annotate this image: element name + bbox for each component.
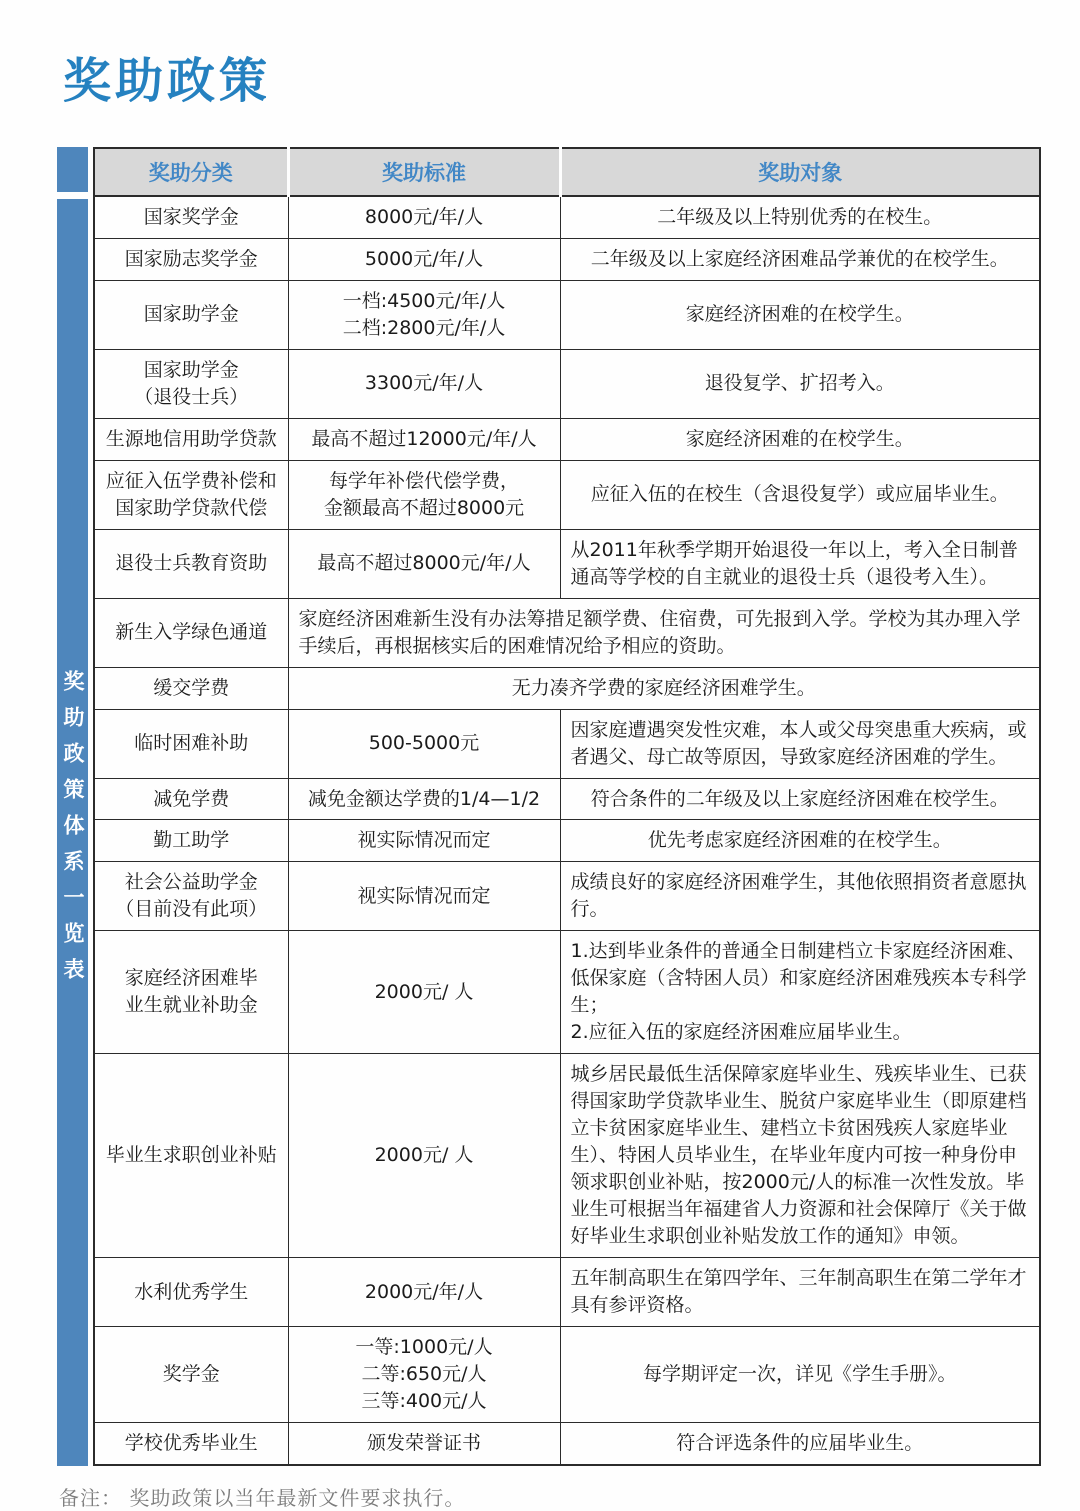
cell-line: 社会公益助学金 xyxy=(124,871,258,894)
cell-line: （退役士兵） xyxy=(134,385,249,408)
cell-line: 符合评选条件的应届毕业生。 xyxy=(676,1431,924,1454)
standard-cell xyxy=(288,709,560,778)
target-cell xyxy=(560,280,1040,349)
category-cell xyxy=(94,1326,288,1422)
cell-line: 二等:650元/人 xyxy=(361,1362,487,1385)
standard-cell xyxy=(288,1054,560,1258)
cell-line: 1.达到毕业条件的普通全日制建档立卡家庭经济困难、低保家庭（含特困人员）和家庭经济困难残疾本专科学生； xyxy=(570,940,1027,1017)
standard-cell xyxy=(288,460,560,529)
cell-line: 国家助学金 xyxy=(143,303,239,326)
standard-cell xyxy=(288,1258,560,1327)
cell-line: 生源地信用助学贷款 xyxy=(105,427,277,450)
standard-cell xyxy=(288,349,560,418)
cell-line: 金额最高不超过8000元 xyxy=(323,496,525,519)
standard-cell xyxy=(288,1422,560,1464)
category-cell xyxy=(94,196,288,238)
category-cell xyxy=(94,862,288,931)
table-row xyxy=(94,862,1040,931)
cell-line: 5000元/年/人 xyxy=(364,247,484,270)
cell-line: 二档:2800元/年/人 xyxy=(342,316,506,339)
cell-line: 退役复学、扩招考入。 xyxy=(704,372,895,395)
cell-line: 新生入学绿色通道 xyxy=(115,621,268,644)
standard-cell xyxy=(288,238,560,280)
cell-line: 2000元/ 人 xyxy=(374,980,474,1003)
target-cell xyxy=(560,238,1040,280)
cell-line: 成绩良好的家庭经济困难学生，其他依照捐资者意愿执行。 xyxy=(570,871,1027,921)
target-cell xyxy=(560,349,1040,418)
sidebar-band-top-segment xyxy=(57,147,88,192)
target-cell xyxy=(560,862,1040,931)
cell-line: 临时困难补助 xyxy=(134,732,249,755)
table-row xyxy=(94,1258,1040,1327)
merged-standard-target-cell xyxy=(288,667,1040,709)
cell-line: 家庭经济困难毕 xyxy=(124,967,258,990)
cell-line: 2.应征入伍的家庭经济困难应届毕业生。 xyxy=(570,1021,912,1044)
target-cell xyxy=(560,1326,1040,1422)
standard-cell xyxy=(288,931,560,1054)
cell-line: 一档:4500元/年/人 xyxy=(342,289,506,312)
cell-line: 家庭经济困难的在校学生。 xyxy=(685,427,914,450)
target-cell xyxy=(560,418,1040,460)
page-title: 奖助政策 xyxy=(63,53,272,109)
standard-cell xyxy=(288,196,560,238)
cell-line: 颁发荣誉证书 xyxy=(366,1431,481,1454)
table-row xyxy=(94,778,1040,820)
table-row xyxy=(94,709,1040,778)
category-cell xyxy=(94,280,288,349)
category-cell xyxy=(94,667,288,709)
cell-line: 3300元/年/人 xyxy=(364,372,484,395)
cell-line: 无力凑齐学费的家庭经济困难学生。 xyxy=(511,676,816,699)
table-header xyxy=(94,148,1040,196)
cell-line: 国家励志奖学金 xyxy=(124,247,258,270)
category-cell xyxy=(94,460,288,529)
cell-line: 符合条件的二年级及以上家庭经济困难在校学生。 xyxy=(590,787,1009,810)
category-cell xyxy=(94,931,288,1054)
table-row xyxy=(94,418,1040,460)
cell-line: 应征入伍学费补偿和 xyxy=(105,469,277,492)
target-cell xyxy=(560,1054,1040,1258)
table-body xyxy=(94,196,1040,1465)
cell-line: 从2011年秋季学期开始退役一年以上，考入全日制普通高等学校的自主就业的退役士兵（退役考入生）。 xyxy=(570,538,1018,588)
cell-line: 二年级及以上特别优秀的在校生。 xyxy=(657,206,943,228)
header-target: 奖助对象 xyxy=(560,148,1040,196)
table-row xyxy=(94,280,1040,349)
target-cell xyxy=(560,529,1040,598)
cell-line: 最高不超过8000元/年/人 xyxy=(317,552,531,575)
target-cell xyxy=(560,709,1040,778)
header-category: 奖助分类 xyxy=(94,148,288,196)
cell-line: 城乡居民最低生活保障家庭毕业生、残疾毕业生、已获得国家助学贷款毕业生、脱贫户家庭毕业生（即原建档立卡贫困家庭毕业生、建档立卡贫困残疾人家庭毕业生）、特困人员毕业生，在毕业年度内可按一种身份申领求职创业补贴，按2000元/人的标准一次性发放。毕业生可根据当年福建省人力资源和社会保障厅《关于做好毕业生求职创业补贴发放工作的通知》申领。 xyxy=(570,1063,1027,1248)
category-cell xyxy=(94,598,288,667)
category-cell xyxy=(94,1054,288,1258)
category-cell xyxy=(94,238,288,280)
cell-line: 最高不超过12000元/年/人 xyxy=(311,427,537,450)
table-row xyxy=(94,1054,1040,1258)
standard-cell xyxy=(288,280,560,349)
cell-line: 家庭经济困难新生没有办法筹措足额学费、住宿费，可先报到入学。学校为其办理入学手续后，再根据核实后的困难情况给予相应的资助。 xyxy=(298,607,1021,657)
table-row xyxy=(94,460,1040,529)
cell-line: 8000元/年/人 xyxy=(364,206,484,228)
category-cell xyxy=(94,778,288,820)
standard-cell xyxy=(288,778,560,820)
table-row xyxy=(94,598,1040,667)
standard-cell xyxy=(288,862,560,931)
cell-line: 业生就业补助金 xyxy=(124,994,258,1017)
table-row xyxy=(94,196,1040,238)
sidebar-band-body xyxy=(57,199,88,1466)
sidebar-label: 奖助政策体系一览表 xyxy=(61,670,85,995)
cell-line: 五年制高职生在第四学年、三年制高职生在第二学年才具有参评资格。 xyxy=(570,1267,1027,1316)
cell-line: 视实际情况而定 xyxy=(357,884,491,907)
cell-line: 缓交学费 xyxy=(153,676,230,699)
footnote: 备注： 奖助政策以当年最新文件要求执行。 xyxy=(59,1485,466,1510)
category-cell xyxy=(94,709,288,778)
cell-line: 每学年补偿代偿学费， xyxy=(328,469,519,492)
category-cell xyxy=(94,529,288,598)
cell-line: 二年级及以上家庭经济困难品学兼优的在校学生。 xyxy=(590,247,1009,270)
standard-cell xyxy=(288,529,560,598)
table-row xyxy=(94,1326,1040,1422)
cell-line: 应征入伍的在校生（含退役复学）或应届毕业生。 xyxy=(590,483,1009,506)
cell-line: 勤工助学 xyxy=(153,829,230,852)
cell-line: 2000元/年/人 xyxy=(364,1280,484,1303)
cell-line: 家庭经济困难的在校学生。 xyxy=(685,303,914,326)
cell-line: 一等:1000元/人 xyxy=(355,1335,493,1358)
table-row xyxy=(94,529,1040,598)
standard-cell xyxy=(288,1326,560,1422)
header-standard: 奖助标准 xyxy=(288,148,560,196)
target-cell xyxy=(560,1258,1040,1327)
target-cell xyxy=(560,196,1040,238)
standard-cell xyxy=(288,820,560,862)
sidebar-band xyxy=(57,147,88,1466)
cell-line: （目前没有此项） xyxy=(115,898,268,921)
header-row xyxy=(94,148,1040,196)
target-cell xyxy=(560,778,1040,820)
category-cell xyxy=(94,418,288,460)
cell-line: 减免学费 xyxy=(153,787,230,810)
aid-policy-table xyxy=(93,147,1041,1466)
sidebar-band-gap xyxy=(57,192,88,199)
target-cell xyxy=(560,820,1040,862)
cell-line: 国家助学贷款代偿 xyxy=(115,496,268,519)
cell-line: 国家奖学金 xyxy=(143,206,239,228)
aid-policy-section xyxy=(57,147,1038,1466)
table-row xyxy=(94,349,1040,418)
cell-line: 学校优秀毕业生 xyxy=(124,1431,258,1454)
cell-line: 退役士兵教育资助 xyxy=(115,552,268,575)
cell-line: 三等:400元/人 xyxy=(361,1389,487,1412)
category-cell xyxy=(94,1422,288,1464)
target-cell xyxy=(560,1422,1040,1464)
standard-cell xyxy=(288,418,560,460)
cell-line: 因家庭遭遇突发性灾难，本人或父母突患重大疾病，或者遇父、母亡故等原因，导致家庭经济困难的学生。 xyxy=(570,718,1027,768)
cell-line: 视实际情况而定 xyxy=(357,829,491,852)
cell-line: 奖学金 xyxy=(162,1362,220,1385)
cell-line: 水利优秀学生 xyxy=(134,1280,249,1303)
cell-line: 优先考虑家庭经济困难的在校学生。 xyxy=(647,829,952,852)
category-cell xyxy=(94,349,288,418)
table-row xyxy=(94,820,1040,862)
category-cell xyxy=(94,1258,288,1327)
cell-line: 500-5000元 xyxy=(368,732,480,755)
merged-standard-target-cell xyxy=(288,598,1040,667)
table-row xyxy=(94,931,1040,1054)
cell-line: 国家助学金 xyxy=(143,358,239,381)
target-cell xyxy=(560,931,1040,1054)
table-row xyxy=(94,1422,1040,1464)
table-row xyxy=(94,667,1040,709)
category-cell xyxy=(94,820,288,862)
cell-line: 毕业生求职创业补贴 xyxy=(105,1144,277,1167)
cell-line: 2000元/ 人 xyxy=(374,1144,474,1167)
cell-line: 每学期评定一次，详见《学生手册》。 xyxy=(642,1362,957,1385)
table-row xyxy=(94,238,1040,280)
target-cell xyxy=(560,460,1040,529)
cell-line: 减免金额达学费的1/4—1/2 xyxy=(307,787,541,810)
